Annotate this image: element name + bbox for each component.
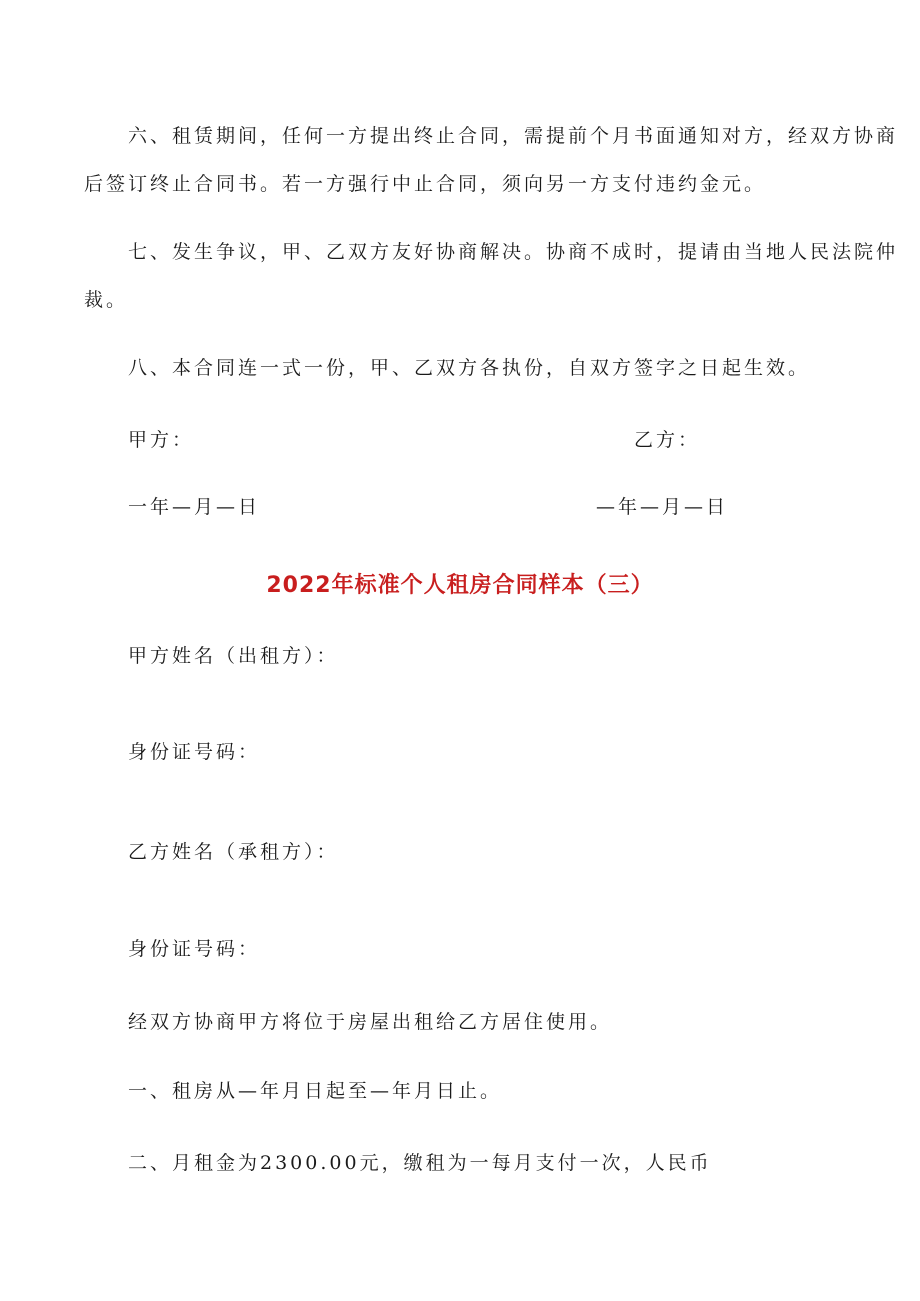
landlord-name-field: 甲方姓名（出租方）：	[128, 645, 339, 667]
clause-6-line-2: 后签订终止合同书。若一方强行中止合同，须向另一方支付违约金元。	[84, 173, 767, 195]
party-a-signature-label: 甲方：	[128, 429, 195, 451]
contract-intro: 经双方协商甲方将位于房屋出租给乙方居住使用。	[128, 1011, 613, 1033]
clause-7-line-2: 裁。	[84, 289, 129, 311]
clause-8: 八、本合同连一式一份，甲、乙双方各执份，自双方签字之日起生效。	[128, 357, 811, 379]
party-b-date: —年—月—日	[596, 496, 729, 518]
clause-7-line-1: 七、发生争议，甲、乙双方友好协商解决。协商不成时，提请由当地人民法院仲	[128, 241, 899, 263]
party-a-date: 一年—月—日	[128, 496, 261, 518]
clause-2-rent: 二、月租金为2300.00元，缴租为一每月支付一次，人民币	[128, 1152, 712, 1174]
clause-6-line-1: 六、租赁期间，任何一方提出终止合同，需提前个月书面通知对方，经双方协商	[128, 125, 899, 147]
clause-1-term: 一、租房从—年月日起至—年月日止。	[128, 1080, 503, 1102]
tenant-id-field: 身份证号码：	[128, 938, 261, 960]
landlord-id-field: 身份证号码：	[128, 741, 261, 763]
contract-title: 2022年标准个人租房合同样本（三）	[266, 573, 654, 598]
tenant-name-field: 乙方姓名（承租方）：	[128, 841, 339, 863]
party-b-signature-label: 乙方：	[634, 429, 701, 451]
